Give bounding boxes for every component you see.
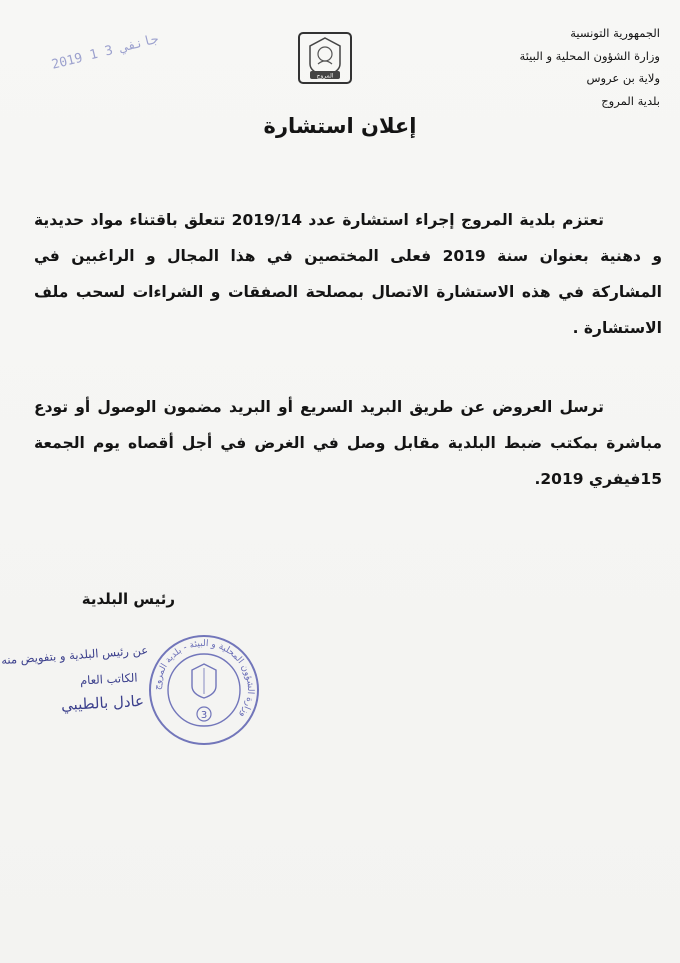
page-title: إعلان استشارة: [263, 114, 417, 138]
signer-title: رئيس البلدية: [81, 590, 175, 608]
official-seal-icon: [144, 630, 264, 750]
body-paragraph-2: [34, 389, 662, 497]
letterhead-line-ministry: وزارة الشؤون المحلية و البيئة: [519, 48, 660, 63]
stamp-line-delegation: عن رئيس البلدية و بتفويض منه: [0, 642, 149, 668]
paragraph-line: تعتزم بلدية المروج إجراء استشارة عدد 2019/14 تتعلق باقتناء مواد حديدية: [34, 211, 604, 229]
paragraph-line: المشاركة في هذه الاستشارة الاتصال بمصلحة الصفقات و الشراءات لسحب ملف: [34, 283, 662, 301]
paragraph-line: 15فيفري 2019.: [534, 470, 662, 488]
letterhead-line-municipality: بلدية المروج: [601, 93, 660, 108]
letterhead-line-governorate: ولاية بن عروس: [586, 71, 660, 85]
paragraph-line: و دهنية بعنوان سنة 2019 فعلى المختصين في هذا المجال و الراغبين في: [34, 247, 663, 265]
paragraph-line: ترسل العروض عن طريق البريد السريع أو البريد مضمون الوصول أو تودع: [34, 398, 604, 416]
paragraph-line: مباشرة بمكتب ضبط البلدية مقابل وصل في الغرض في أجل أقصاه يوم الجمعة: [34, 434, 662, 452]
stamp-line-name: عادل بالطيبي: [60, 691, 145, 715]
paragraph-line: الاستشارة .: [572, 319, 662, 337]
seal-ring-text: وزارة الشؤون المحلية و البيئة - بلدية المروج: [152, 638, 256, 720]
signature-stamp: [0, 630, 266, 750]
municipality-emblem-icon: [296, 30, 354, 86]
stamp-line-secretary: الكاتب العام: [80, 670, 139, 688]
body-paragraph-1: [34, 202, 662, 346]
emblem-label: المروج: [316, 72, 334, 80]
seal-number: 3: [200, 710, 208, 721]
date-stamp: 2019 جانفي 3 1: [50, 31, 161, 73]
letterhead-line-republic: الجمهورية التونسية: [570, 26, 660, 40]
letterhead: [490, 22, 660, 112]
